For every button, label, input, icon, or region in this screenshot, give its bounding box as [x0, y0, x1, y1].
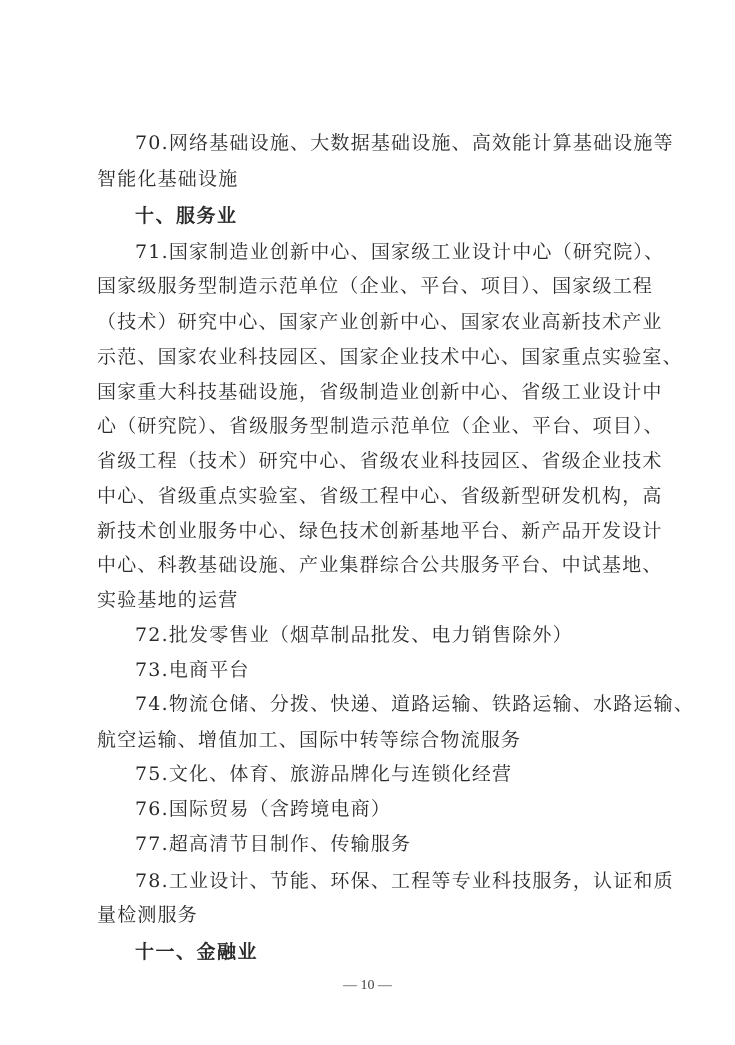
item-71-line-7: 省级工程（技术）研究中心、省级农业科技园区、省级企业技术	[97, 450, 663, 472]
item-73: 73.电商平台	[135, 659, 250, 681]
item-72: 72.批发零售业（烟草制品批发、电力销售除外）	[135, 624, 573, 646]
item-71-line-8: 中心、省级重点实验室、省级工程中心、省级新型研发机构，高	[97, 485, 663, 507]
item-70-line-1: 70.网络基础设施、大数据基础设施、高效能计算基础设施等	[135, 132, 674, 154]
page-number: — 10 —	[343, 978, 392, 993]
item-71-line-5: 国家重大科技基础设施，省级制造业创新中心、省级工业设计中	[97, 381, 663, 403]
item-74-line-1: 74.物流仓储、分拨、快递、道路运输、铁路运输、水路运输、	[135, 693, 695, 715]
item-76: 76.国际贸易（含跨境电商）	[135, 798, 392, 820]
item-74-line-2: 航空运输、增值加工、国际中转等综合物流服务	[97, 729, 522, 751]
section-heading-finance: 十一、金融业	[135, 941, 259, 963]
item-71-line-1: 71.国家制造业创新中心、国家级工业设计中心（研究院）、	[135, 241, 665, 263]
item-75: 75.文化、体育、旅游品牌化与连锁化经营	[135, 763, 513, 785]
item-78-line-2: 量检测服务	[97, 904, 199, 926]
item-77: 77.超高清节目制作、传输服务	[135, 833, 412, 855]
item-71-line-3: （技术）研究中心、国家产业创新中心、国家农业高新技术产业	[97, 311, 663, 333]
item-71-line-9: 新技术创业服务中心、绿色技术创新基地平台、新产品开发设计	[97, 520, 663, 542]
item-71-line-11: 实验基地的运营	[97, 589, 239, 611]
item-71-line-4: 示范、国家农业科技园区、国家企业技术中心、国家重点实验室、	[97, 346, 683, 368]
item-70-line-2: 智能化基础设施	[97, 168, 239, 190]
item-78-line-1: 78.工业设计、节能、环保、工程等专业科技服务，认证和质	[135, 870, 674, 892]
section-heading-services: 十、服务业	[135, 205, 238, 227]
item-71-line-2: 国家级服务型制造示范单位（企业、平台、项目）、国家级工程	[97, 275, 654, 297]
item-71-line-6: 心（研究院）、省级服务型制造示范单位（企业、平台、项目）、	[97, 415, 664, 437]
item-71-line-10: 中心、科教基础设施、产业集群综合公共服务平台、中试基地、	[97, 554, 663, 576]
